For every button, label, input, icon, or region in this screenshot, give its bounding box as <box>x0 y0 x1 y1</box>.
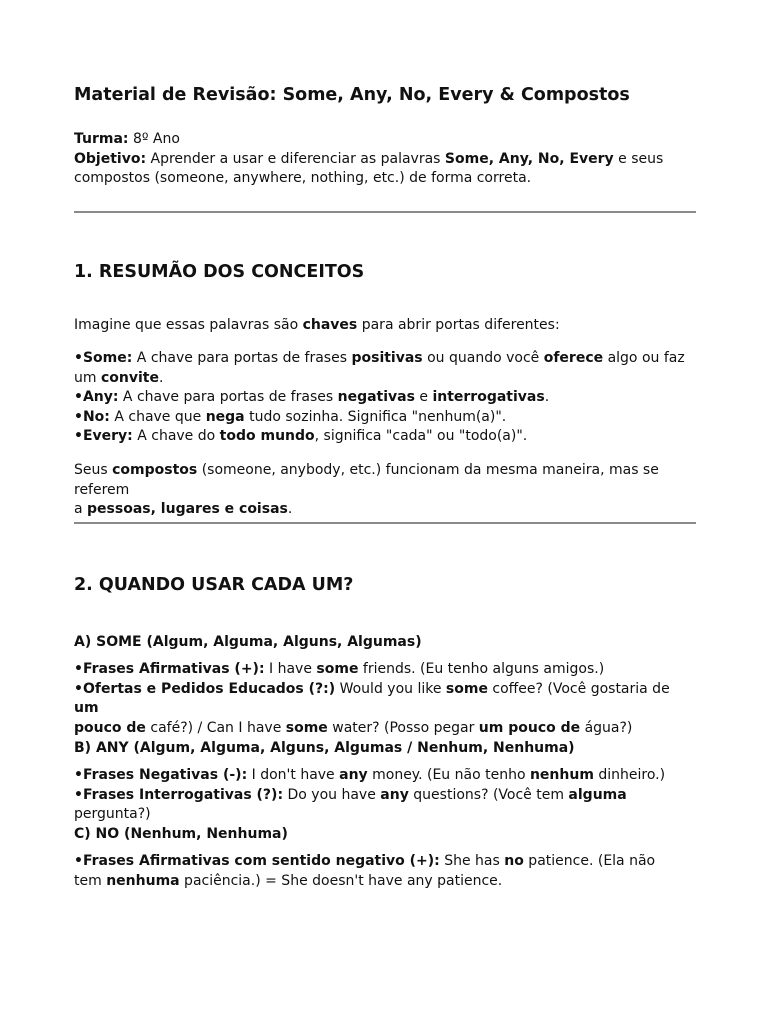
section-1-heading: 1. RESUMÃO DOS CONCEITOS <box>74 262 365 282</box>
section-2-heading: 2. QUANDO USAR CADA UM? <box>74 575 354 595</box>
document-title: Material de Revisão: Some, Any, No, Every & Compostos <box>74 85 630 105</box>
subsection-c-list <box>74 852 696 891</box>
list-item-no: •No: A chave que nega tudo sozinha. Significa "nenhum(a)". <box>74 408 507 425</box>
divider <box>74 211 696 213</box>
objetivo-line-2: compostos (someone, anywhere, nothing, etc.) de forma correta. <box>74 170 532 186</box>
list-item: •Frases Interrogativas (?): Do you have any questions? (Você tem alguma pergunta?) <box>74 786 627 822</box>
concepts-list <box>74 349 696 447</box>
list-item: •Frases Afirmativas (+): I have some friends. (Eu tenho alguns amigos.) <box>74 661 605 677</box>
list-item: •Frases Afirmativas com sentido negativo (+): She has no patience. (Ela não <box>74 853 656 869</box>
list-item-some: •Some: A chave para portas de frases positivas ou quando você oferece algo ou faz <box>74 350 685 366</box>
subsection-c-heading: C) NO (Nenhum, Nenhuma) <box>74 826 288 842</box>
list-item-cont: pouco de café?) / Can I have some water? (Posso pegar um pouco de água?) <box>74 719 633 736</box>
list-item: •Frases Negativas (-): I don't have any money. (Eu não tenho nenhum dinheiro.) <box>74 767 666 783</box>
list-item-some-cont: um convite. <box>74 369 164 386</box>
subsection-a-heading: A) SOME (Algum, Alguma, Alguns, Algumas) <box>74 634 422 650</box>
list-item-cont: tem nenhuma paciência.) = She doesn't have any patience. <box>74 872 503 889</box>
subsection-a-list <box>74 660 696 738</box>
header-info <box>74 130 696 189</box>
subsection-b-list <box>74 766 696 825</box>
compostos-paragraph: Seus compostos (someone, anybody, etc.) funcionam da mesma maneira, mas se referem a pessoas, lugares e coisas. <box>74 462 659 517</box>
divider <box>74 522 696 524</box>
turma-line: Turma: 8º Ano <box>74 131 180 147</box>
objetivo-line: Objetivo: Aprender a usar e diferenciar as palavras Some, Any, No, Every e seus <box>74 150 664 167</box>
list-item-any: •Any: A chave para portas de frases negativas e interrogativas. <box>74 389 550 405</box>
list-item-every: •Every: A chave do todo mundo, significa "cada" ou "todo(a)". <box>74 428 528 444</box>
section-1-intro: Imagine que essas palavras são chaves para abrir portas diferentes: <box>74 317 560 333</box>
subsection-b-heading: B) ANY (Algum, Alguma, Alguns, Algumas / Nenhum, Nenhuma) <box>74 740 575 756</box>
list-item: •Ofertas e Pedidos Educados (?:) Would you like some coffee? (Você gostaria de um <box>74 680 670 716</box>
